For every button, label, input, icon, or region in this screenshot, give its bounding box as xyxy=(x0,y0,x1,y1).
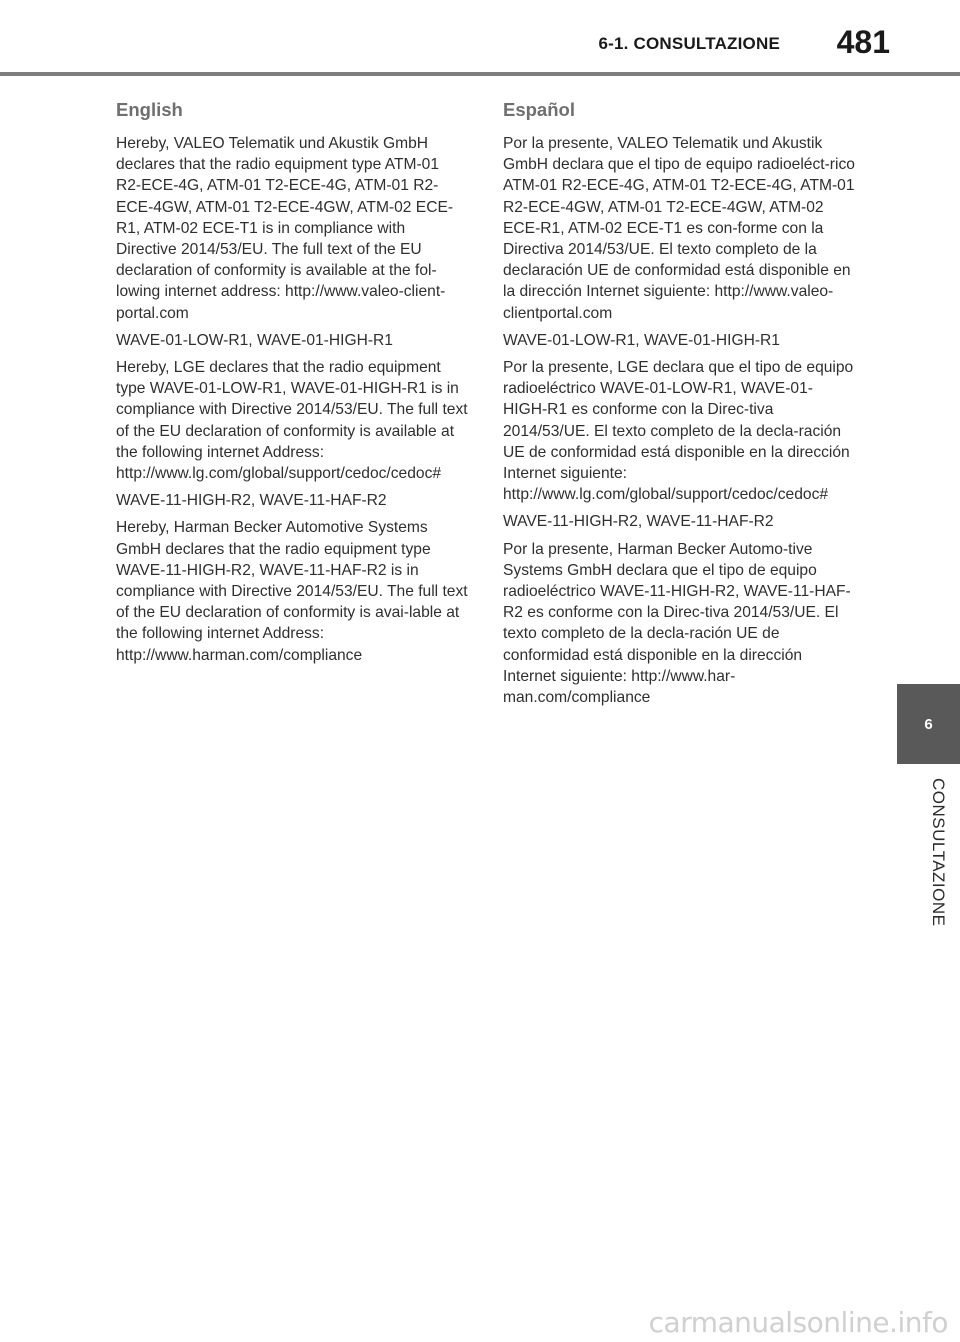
watermark-text: carmanualsonline.info xyxy=(648,1306,948,1339)
espanol-paragraph-harman: Por la presente, Harman Becker Automo-tive Systems GmbH declara que el tipo de equipo radioeléctrico WAVE-11-HIGH-R2, WAVE-11-HAF-R2 es conforme con la Direc-tiva 2014/53/UE. El texto completo de la decla-ración UE de conformidad está disponible en la dirección Internet siguiente: http://www.har-man.com/compliance xyxy=(503,540,851,707)
espanol-paragraph-lge-models: WAVE-01-LOW-R1, WAVE-01-HIGH-R1 xyxy=(503,331,780,349)
chapter-label: CONSULTAZIONE xyxy=(929,778,948,927)
chapter-tab xyxy=(897,684,960,764)
english-column xyxy=(116,97,468,672)
english-paragraph-harman: Hereby, Harman Becker Automotive Systems GmbH declares that the radio equipment type WAVE-11-HIGH-R2, WAVE-11-HAF-R2 is in compliance with Directive 2014/53/EU. The full text of the EU declaration of conformity is avai-lable at the following internet Address: http://www.harman.com/compliance xyxy=(116,519,468,664)
espanol-paragraph-harman-models: WAVE-11-HIGH-R2, WAVE-11-HAF-R2 xyxy=(503,513,774,531)
page-number: 481 xyxy=(836,24,890,60)
header-divider xyxy=(0,72,960,76)
espanol-heading: Español xyxy=(503,99,575,120)
espanol-column xyxy=(503,97,855,714)
english-paragraph-valeo: Hereby, VALEO Telematik und Akustik GmbH declares that the radio equipment type ATM-01 R2-ECE-4G, ATM-01 T2-ECE-4G, ATM-01 R2-ECE-4GW, ATM-01 T2-ECE-4GW, ATM-02 ECE-R1, ATM-02 ECE-T1 is in compliance with Directive 2014/53/EU. The full text of the EU declaration of conformity is available at the fol-lowing internet address: http://www.valeo-client-portal.com xyxy=(116,135,454,322)
section-title: 6-1. CONSULTAZIONE xyxy=(598,34,780,53)
espanol-paragraph-lge: Por la presente, LGE declara que el tipo de equipo radioeléctrico WAVE-01-LOW-R1, WAVE-01-HIGH-R1 es conforme con la Direc-tiva 2014/53/UE. El texto completo de la decla-ración UE de conformidad está disponible en la dirección Internet siguiente: http://www.lg.com/global/support/cedoc/cedoc# xyxy=(503,359,854,504)
english-paragraph-lge-models: WAVE-01-LOW-R1, WAVE-01-HIGH-R1 xyxy=(116,331,393,349)
english-heading: English xyxy=(116,99,183,120)
espanol-paragraph-valeo: Por la presente, VALEO Telematik und Akustik GmbH declara que el tipo de equipo radioeléct-rico ATM-01 R2-ECE-4G, ATM-01 T2-ECE-4G, ATM-01 R2-ECE-4GW, ATM-01 T2-ECE-4GW, ATM-02 ECE-R1, ATM-02 ECE-T1 es con-forme con la Directiva 2014/53/UE. El texto completo de la declaración UE de conformidad está disponible en la dirección Internet siguiente: http://www.valeo-clientportal.com xyxy=(503,135,855,322)
english-paragraph-harman-models: WAVE-11-HIGH-R2, WAVE-11-HAF-R2 xyxy=(116,492,387,510)
page-header xyxy=(0,0,960,78)
english-paragraph-lge: Hereby, LGE declares that the radio equipment type WAVE-01-LOW-R1, WAVE-01-HIGH-R1 is in compliance with Directive 2014/53/EU. The full text of the EU declaration of conformity is available at the following internet Address: http://www.lg.com/global/support/cedoc/cedoc# xyxy=(116,359,468,483)
chapter-number: 6 xyxy=(924,715,933,733)
